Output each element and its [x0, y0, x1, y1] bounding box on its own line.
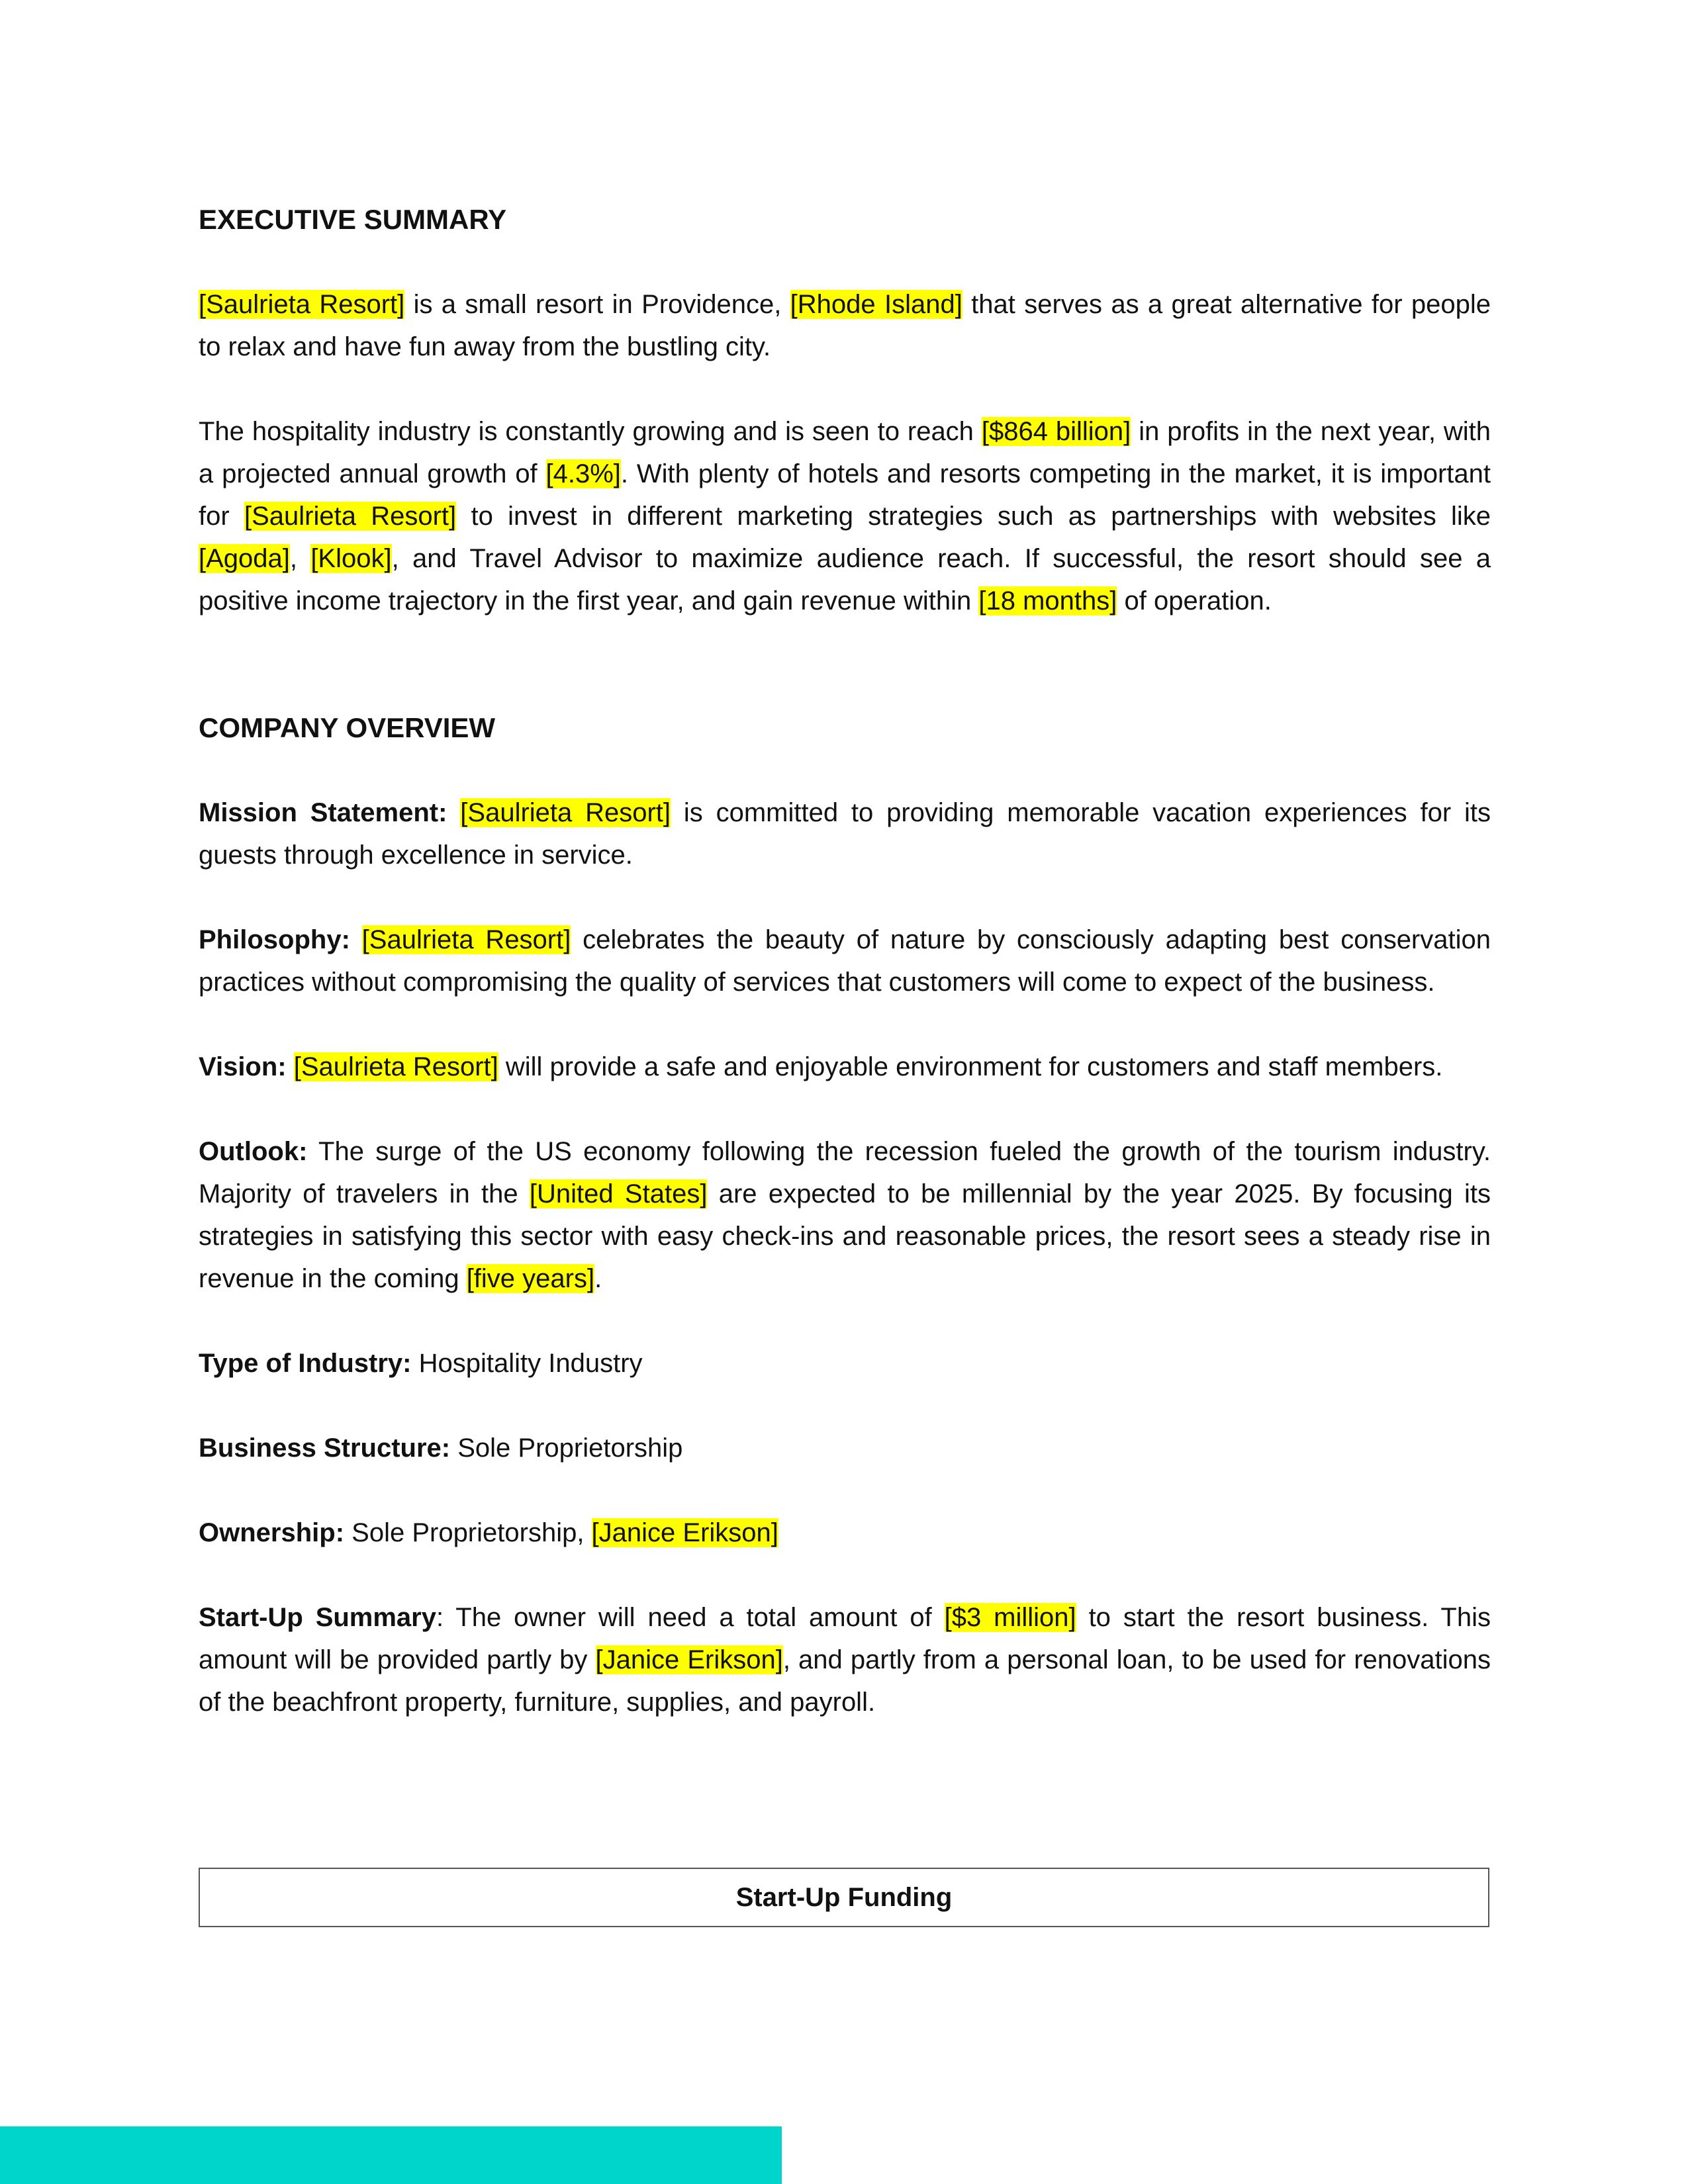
highlight-owner: [Janice Erikson]	[591, 1518, 778, 1547]
start-up-funding-title: Start-Up Funding	[735, 1882, 953, 1912]
document-page	[199, 199, 1491, 1723]
structure-value: Sole Proprietorship	[450, 1433, 683, 1463]
footer-accent-bar	[0, 2126, 782, 2184]
highlight-growth: [4.3%]	[545, 459, 621, 488]
highlight-resort-name: [Saulrieta Resort]	[293, 1052, 498, 1081]
highlight-resort-name: [Saulrieta Resort]	[361, 925, 571, 954]
ownership-value: Sole Proprietorship,	[344, 1518, 592, 1547]
highlight-site-klook: [Klook]	[310, 544, 392, 573]
industry-label: Type of Industry:	[199, 1349, 412, 1378]
highlight-profits: [$864 billion]	[981, 417, 1131, 446]
outlook-label: Outlook:	[199, 1137, 308, 1166]
mission-label: Mission Statement:	[199, 798, 447, 827]
vision-label: Vision:	[199, 1052, 287, 1081]
highlight-state: [Rhode Island]	[790, 290, 962, 319]
mission-statement: Mission Statement: [Saulrieta Resort] is committed to providing memorable vacation experiences for its guests through excellence in service.	[199, 798, 1491, 870]
type-of-industry	[199, 1342, 1491, 1385]
industry-value: Hospitality Industry	[411, 1349, 643, 1378]
highlight-period: [five years]	[466, 1264, 595, 1293]
structure-label: Business Structure:	[199, 1433, 451, 1463]
highlight-owner: [Janice Erikson]	[595, 1645, 783, 1674]
executive-summary-heading: EXECUTIVE SUMMARY	[199, 204, 507, 235]
highlight-resort-name: [Saulrieta Resort]	[244, 502, 457, 531]
ownership	[199, 1512, 1491, 1554]
highlight-site-agoda: [Agoda]	[199, 544, 290, 573]
highlight-country: [United States]	[529, 1179, 708, 1208]
highlight-amount: [$3 million]	[944, 1603, 1076, 1632]
executive-summary-paragraph-2: The hospitality industry is constantly growing and is seen to reach [$864 billion] in profits in the next year, with a projected annual growth of [4.3%]. With plenty of hotels and resorts competing in the market, it is important for [Saulrieta Resort] to invest in different marketing strategies such as partnerships with websites like [Agoda], [Klook], and Travel Advisor to maximize audience reach. If successful, the resort should see a positive income trajectory in the first year, and gain revenue within [18 months] of operation.	[199, 417, 1491, 615]
philosophy: Philosophy: [Saulrieta Resort] celebrates the beauty of nature by consciously adapting best conservation practices without compromising the quality of services that customers will come to expect of the business.	[199, 925, 1491, 997]
startup-label: Start-Up Summary	[199, 1603, 436, 1632]
ownership-label: Ownership:	[199, 1518, 345, 1547]
highlight-period: [18 months]	[978, 586, 1117, 615]
highlight-resort-name: [Saulrieta Resort]	[199, 290, 405, 319]
start-up-funding-table-header	[199, 1868, 1489, 1927]
start-up-summary: Start-Up Summary: The owner will need a total amount of [$3 million] to start the resort business. This amount will be provided partly by [Janice Erikson], and partly from a personal loan, to be used for renovations of the beachfront property, furniture, supplies, and payroll.	[199, 1603, 1491, 1717]
outlook: Outlook: The surge of the US economy following the recession fueled the growth of the tourism industry. Majority of travelers in the [United States] are expected to be millennial by the year 2025. By focusing its strategies in satisfying this sector with easy check-ins and reasonable prices, the resort sees a steady rise in revenue in the coming [five years].	[199, 1137, 1491, 1293]
highlight-resort-name: [Saulrieta Resort]	[460, 798, 671, 827]
philosophy-label: Philosophy:	[199, 925, 350, 954]
business-structure	[199, 1427, 1491, 1469]
company-overview-heading: COMPANY OVERVIEW	[199, 712, 496, 743]
executive-summary-paragraph-1: [Saulrieta Resort] is a small resort in Providence, [Rhode Island] that serves as a great alternative for people to relax and have fun away from the bustling city.	[199, 290, 1491, 361]
vision: Vision: [Saulrieta Resort] will provide a safe and enjoyable environment for customers and staff members.	[199, 1052, 1443, 1081]
